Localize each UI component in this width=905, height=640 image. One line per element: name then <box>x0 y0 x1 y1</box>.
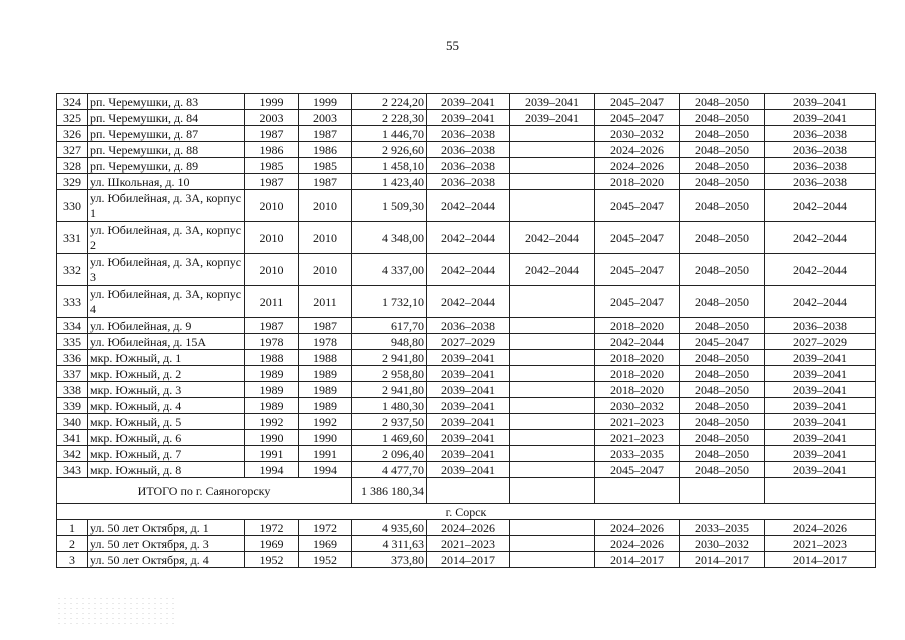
table-row <box>57 446 876 462</box>
cell-period-2: 2039–2041 <box>510 110 595 126</box>
cell-period-2 <box>510 286 595 318</box>
cell-commission-year: 2010 <box>299 254 352 286</box>
cell-period-3: 2045–2047 <box>595 110 680 126</box>
table-row <box>57 430 876 446</box>
cell-address: рп. Черемушки, д. 88 <box>88 142 245 158</box>
cell-period-5: 2039–2041 <box>765 446 876 462</box>
cell-period-4: 2048–2050 <box>680 446 765 462</box>
table-row <box>57 462 876 478</box>
table-body-part-d <box>57 520 876 568</box>
cell-period-2: 2039–2041 <box>510 94 595 110</box>
cell-period-1: 2042–2044 <box>427 222 510 254</box>
cell-period-5: 2039–2041 <box>765 414 876 430</box>
cell-address: рп. Черемушки, д. 89 <box>88 158 245 174</box>
table-row <box>57 552 876 568</box>
table-row <box>57 110 876 126</box>
cell-build-year: 1989 <box>245 366 299 382</box>
cell-commission-year: 1987 <box>299 174 352 190</box>
cell-address: ул. Юбилейная, д. 15А <box>88 334 245 350</box>
cell-period-3: 2018–2020 <box>595 366 680 382</box>
cell-area: 2 228,30 <box>352 110 427 126</box>
cell-commission-year: 1989 <box>299 398 352 414</box>
cell-area: 1 458,10 <box>352 158 427 174</box>
cell-period-5: 2036–2038 <box>765 318 876 334</box>
page-number: 55 <box>446 38 459 53</box>
cell-period-3: 2024–2026 <box>595 536 680 552</box>
cell-row-number: 335 <box>57 334 88 350</box>
cell-period-4: 2048–2050 <box>680 414 765 430</box>
cell-commission-year: 1992 <box>299 414 352 430</box>
total-row <box>57 478 876 504</box>
cell-period-2 <box>510 414 595 430</box>
cell-row-number: 1 <box>57 520 88 536</box>
cell-period-3: 2024–2026 <box>595 520 680 536</box>
table-row <box>57 536 876 552</box>
cell-period-3: 2045–2047 <box>595 286 680 318</box>
cell-area: 2 958,80 <box>352 366 427 382</box>
cell-build-year: 2011 <box>245 286 299 318</box>
cell-period-1: 2021–2023 <box>427 536 510 552</box>
city-header-row <box>57 504 876 520</box>
cell-area: 2 926,60 <box>352 142 427 158</box>
cell-period-3: 2033–2035 <box>595 446 680 462</box>
cell-empty <box>510 478 595 504</box>
cell-commission-year: 1999 <box>299 94 352 110</box>
cell-period-2 <box>510 174 595 190</box>
cell-area: 2 224,20 <box>352 94 427 110</box>
cell-period-3: 2024–2026 <box>595 142 680 158</box>
cell-period-5: 2039–2041 <box>765 398 876 414</box>
cell-period-1: 2042–2044 <box>427 190 510 222</box>
cell-row-number: 339 <box>57 398 88 414</box>
cell-period-4: 2048–2050 <box>680 174 765 190</box>
cell-period-1: 2039–2041 <box>427 94 510 110</box>
cell-address: мкр. Южный, д. 1 <box>88 350 245 366</box>
cell-period-5: 2036–2038 <box>765 126 876 142</box>
cell-period-5: 2042–2044 <box>765 254 876 286</box>
cell-period-4: 2048–2050 <box>680 158 765 174</box>
table-row <box>57 350 876 366</box>
cell-commission-year: 1987 <box>299 318 352 334</box>
cell-area: 373,80 <box>352 552 427 568</box>
cell-period-3: 2045–2047 <box>595 254 680 286</box>
cell-area: 1 446,70 <box>352 126 427 142</box>
cell-period-4: 2048–2050 <box>680 350 765 366</box>
cell-empty <box>680 478 765 504</box>
cell-address: ул. Юбилейная, д. 3А, корпус 1 <box>88 190 245 222</box>
cell-build-year: 1969 <box>245 536 299 552</box>
cell-build-year: 1978 <box>245 334 299 350</box>
cell-period-3: 2045–2047 <box>595 462 680 478</box>
table-row <box>57 414 876 430</box>
table-row <box>57 142 876 158</box>
city-header: г. Сорск <box>57 504 876 520</box>
table-body-part-c <box>57 318 876 478</box>
cell-period-5: 2039–2041 <box>765 462 876 478</box>
cell-empty <box>595 478 680 504</box>
cell-period-1: 2024–2026 <box>427 520 510 536</box>
cell-period-4: 2048–2050 <box>680 398 765 414</box>
cell-period-2 <box>510 318 595 334</box>
cell-period-1: 2039–2041 <box>427 414 510 430</box>
cell-period-4: 2033–2035 <box>680 520 765 536</box>
cell-build-year: 1992 <box>245 414 299 430</box>
cell-empty <box>427 478 510 504</box>
cell-address: мкр. Южный, д. 3 <box>88 382 245 398</box>
cell-period-5: 2039–2041 <box>765 382 876 398</box>
cell-row-number: 324 <box>57 94 88 110</box>
cell-period-5: 2036–2038 <box>765 158 876 174</box>
cell-address: мкр. Южный, д. 2 <box>88 366 245 382</box>
cell-period-2: 2042–2044 <box>510 254 595 286</box>
table-row <box>57 334 876 350</box>
cell-period-4: 2048–2050 <box>680 190 765 222</box>
cell-build-year: 1999 <box>245 94 299 110</box>
table-row <box>57 520 876 536</box>
cell-area: 2 941,80 <box>352 382 427 398</box>
cell-build-year: 1972 <box>245 520 299 536</box>
cell-period-1: 2039–2041 <box>427 366 510 382</box>
cell-commission-year: 1994 <box>299 462 352 478</box>
cell-period-2 <box>510 334 595 350</box>
cell-period-5: 2042–2044 <box>765 286 876 318</box>
table-body-part-a <box>57 94 876 190</box>
cell-period-2 <box>510 446 595 462</box>
cell-build-year: 2010 <box>245 222 299 254</box>
cell-row-number: 341 <box>57 430 88 446</box>
cell-period-4: 2048–2050 <box>680 126 765 142</box>
cell-build-year: 1952 <box>245 552 299 568</box>
cell-period-5: 2039–2041 <box>765 94 876 110</box>
cell-period-4: 2048–2050 <box>680 222 765 254</box>
cell-row-number: 334 <box>57 318 88 334</box>
cell-commission-year: 1986 <box>299 142 352 158</box>
cell-period-1: 2036–2038 <box>427 158 510 174</box>
cell-area: 4 311,63 <box>352 536 427 552</box>
cell-period-5: 2014–2017 <box>765 552 876 568</box>
cell-period-4: 2048–2050 <box>680 286 765 318</box>
cell-commission-year: 1991 <box>299 446 352 462</box>
cell-period-5: 2039–2041 <box>765 430 876 446</box>
cell-period-2: 2042–2044 <box>510 222 595 254</box>
cell-commission-year: 2003 <box>299 110 352 126</box>
cell-period-3: 2030–2032 <box>595 126 680 142</box>
cell-commission-year: 1989 <box>299 366 352 382</box>
cell-period-4: 2045–2047 <box>680 334 765 350</box>
cell-address: мкр. Южный, д. 8 <box>88 462 245 478</box>
cell-commission-year: 1978 <box>299 334 352 350</box>
cell-build-year: 1987 <box>245 174 299 190</box>
cell-period-5: 2027–2029 <box>765 334 876 350</box>
table-row <box>57 366 876 382</box>
cell-period-3: 2030–2032 <box>595 398 680 414</box>
cell-row-number: 337 <box>57 366 88 382</box>
cell-period-2 <box>510 366 595 382</box>
cell-period-4: 2048–2050 <box>680 142 765 158</box>
cell-area: 2 941,80 <box>352 350 427 366</box>
table-row <box>57 382 876 398</box>
cell-build-year: 1987 <box>245 126 299 142</box>
cell-area: 1 469,60 <box>352 430 427 446</box>
cell-address: рп. Черемушки, д. 87 <box>88 126 245 142</box>
scan-artifact <box>56 596 174 626</box>
cell-row-number: 333 <box>57 286 88 318</box>
cell-period-1: 2036–2038 <box>427 126 510 142</box>
table-row <box>57 174 876 190</box>
cell-address: рп. Черемушки, д. 84 <box>88 110 245 126</box>
table-row <box>57 94 876 110</box>
cell-period-4: 2048–2050 <box>680 110 765 126</box>
cell-period-2 <box>510 536 595 552</box>
cell-row-number: 326 <box>57 126 88 142</box>
cell-build-year: 1989 <box>245 398 299 414</box>
cell-row-number: 327 <box>57 142 88 158</box>
cell-address: мкр. Южный, д. 4 <box>88 398 245 414</box>
cell-period-2 <box>510 158 595 174</box>
cell-commission-year: 1990 <box>299 430 352 446</box>
cell-area: 1 480,30 <box>352 398 427 414</box>
cell-commission-year: 2010 <box>299 222 352 254</box>
cell-address: мкр. Южный, д. 5 <box>88 414 245 430</box>
table-row <box>57 254 876 286</box>
housing-registry-table <box>56 93 876 568</box>
cell-area: 617,70 <box>352 318 427 334</box>
cell-period-2 <box>510 520 595 536</box>
cell-area: 1 732,10 <box>352 286 427 318</box>
cell-area: 4 337,00 <box>352 254 427 286</box>
total-area: 1 386 180,34 <box>352 478 427 504</box>
cell-period-2 <box>510 398 595 414</box>
cell-area: 4 348,00 <box>352 222 427 254</box>
cell-period-1: 2036–2038 <box>427 318 510 334</box>
cell-row-number: 340 <box>57 414 88 430</box>
cell-build-year: 1988 <box>245 350 299 366</box>
cell-row-number: 342 <box>57 446 88 462</box>
cell-period-2 <box>510 126 595 142</box>
cell-period-1: 2014–2017 <box>427 552 510 568</box>
cell-period-5: 2036–2038 <box>765 142 876 158</box>
cell-period-1: 2039–2041 <box>427 430 510 446</box>
cell-period-1: 2036–2038 <box>427 174 510 190</box>
cell-period-1: 2042–2044 <box>427 254 510 286</box>
cell-period-1: 2039–2041 <box>427 462 510 478</box>
cell-period-2 <box>510 552 595 568</box>
cell-row-number: 331 <box>57 222 88 254</box>
cell-build-year: 1994 <box>245 462 299 478</box>
cell-period-5: 2039–2041 <box>765 350 876 366</box>
cell-period-2 <box>510 382 595 398</box>
cell-period-3: 2021–2023 <box>595 414 680 430</box>
cell-period-2 <box>510 190 595 222</box>
cell-period-4: 2048–2050 <box>680 462 765 478</box>
table-row <box>57 126 876 142</box>
cell-period-3: 2018–2020 <box>595 382 680 398</box>
cell-build-year: 1991 <box>245 446 299 462</box>
cell-period-3: 2045–2047 <box>595 94 680 110</box>
cell-period-5: 2039–2041 <box>765 110 876 126</box>
cell-row-number: 329 <box>57 174 88 190</box>
cell-commission-year: 2010 <box>299 190 352 222</box>
cell-period-2 <box>510 142 595 158</box>
cell-period-4: 2048–2050 <box>680 366 765 382</box>
cell-build-year: 1985 <box>245 158 299 174</box>
cell-period-4: 2048–2050 <box>680 430 765 446</box>
cell-commission-year: 1985 <box>299 158 352 174</box>
cell-commission-year: 1952 <box>299 552 352 568</box>
table-row <box>57 398 876 414</box>
cell-period-3: 2018–2020 <box>595 174 680 190</box>
cell-row-number: 343 <box>57 462 88 478</box>
cell-area: 1 423,40 <box>352 174 427 190</box>
total-label: ИТОГО по г. Саяногорску <box>57 478 352 504</box>
cell-area: 948,80 <box>352 334 427 350</box>
cell-address: ул. Юбилейная, д. 3А, корпус 2 <box>88 222 245 254</box>
cell-row-number: 338 <box>57 382 88 398</box>
cell-row-number: 330 <box>57 190 88 222</box>
cell-period-4: 2048–2050 <box>680 94 765 110</box>
cell-period-4: 2048–2050 <box>680 254 765 286</box>
cell-period-3: 2018–2020 <box>595 318 680 334</box>
cell-build-year: 2003 <box>245 110 299 126</box>
cell-row-number: 328 <box>57 158 88 174</box>
cell-period-3: 2042–2044 <box>595 334 680 350</box>
cell-empty <box>765 478 876 504</box>
cell-build-year: 1990 <box>245 430 299 446</box>
cell-period-2 <box>510 462 595 478</box>
cell-area: 1 509,30 <box>352 190 427 222</box>
cell-row-number: 2 <box>57 536 88 552</box>
cell-period-5: 2021–2023 <box>765 536 876 552</box>
cell-period-5: 2039–2041 <box>765 366 876 382</box>
table-row <box>57 286 876 318</box>
cell-build-year: 2010 <box>245 190 299 222</box>
cell-row-number: 3 <box>57 552 88 568</box>
cell-address: ул. Юбилейная, д. 9 <box>88 318 245 334</box>
cell-row-number: 325 <box>57 110 88 126</box>
cell-period-1: 2027–2029 <box>427 334 510 350</box>
cell-commission-year: 1969 <box>299 536 352 552</box>
cell-period-2 <box>510 350 595 366</box>
cell-period-1: 2039–2041 <box>427 350 510 366</box>
table-row <box>57 190 876 222</box>
cell-build-year: 1986 <box>245 142 299 158</box>
cell-address: мкр. Южный, д. 6 <box>88 430 245 446</box>
cell-area: 4 935,60 <box>352 520 427 536</box>
cell-build-year: 2010 <box>245 254 299 286</box>
cell-period-1: 2036–2038 <box>427 142 510 158</box>
cell-period-4: 2030–2032 <box>680 536 765 552</box>
cell-commission-year: 1989 <box>299 382 352 398</box>
table-row <box>57 158 876 174</box>
cell-row-number: 336 <box>57 350 88 366</box>
cell-period-3: 2024–2026 <box>595 158 680 174</box>
cell-commission-year: 1987 <box>299 126 352 142</box>
cell-row-number: 332 <box>57 254 88 286</box>
cell-period-5: 2042–2044 <box>765 222 876 254</box>
cell-build-year: 1987 <box>245 318 299 334</box>
cell-period-4: 2048–2050 <box>680 382 765 398</box>
table-row <box>57 318 876 334</box>
total-section <box>57 478 876 520</box>
cell-period-5: 2036–2038 <box>765 174 876 190</box>
cell-address: ул. Юбилейная, д. 3А, корпус 3 <box>88 254 245 286</box>
cell-period-3: 2045–2047 <box>595 222 680 254</box>
cell-area: 2 937,50 <box>352 414 427 430</box>
cell-period-2 <box>510 430 595 446</box>
cell-period-4: 2048–2050 <box>680 318 765 334</box>
cell-period-1: 2039–2041 <box>427 110 510 126</box>
table-row <box>57 222 876 254</box>
cell-period-3: 2045–2047 <box>595 190 680 222</box>
cell-period-5: 2024–2026 <box>765 520 876 536</box>
cell-period-4: 2014–2017 <box>680 552 765 568</box>
cell-build-year: 1989 <box>245 382 299 398</box>
cell-period-3: 2014–2017 <box>595 552 680 568</box>
cell-period-3: 2021–2023 <box>595 430 680 446</box>
cell-period-1: 2039–2041 <box>427 398 510 414</box>
cell-address: рп. Черемушки, д. 83 <box>88 94 245 110</box>
cell-commission-year: 1988 <box>299 350 352 366</box>
cell-address: ул. 50 лет Октября, д. 3 <box>88 536 245 552</box>
cell-period-1: 2039–2041 <box>427 382 510 398</box>
cell-period-1: 2042–2044 <box>427 286 510 318</box>
cell-area: 4 477,70 <box>352 462 427 478</box>
cell-address: мкр. Южный, д. 7 <box>88 446 245 462</box>
cell-address: ул. 50 лет Октября, д. 1 <box>88 520 245 536</box>
cell-address: ул. 50 лет Октября, д. 4 <box>88 552 245 568</box>
cell-period-3: 2018–2020 <box>595 350 680 366</box>
cell-commission-year: 1972 <box>299 520 352 536</box>
cell-address: ул. Школьная, д. 10 <box>88 174 245 190</box>
cell-area: 2 096,40 <box>352 446 427 462</box>
cell-period-5: 2042–2044 <box>765 190 876 222</box>
cell-commission-year: 2011 <box>299 286 352 318</box>
table-body-part-b <box>57 190 876 318</box>
cell-period-1: 2039–2041 <box>427 446 510 462</box>
cell-address: ул. Юбилейная, д. 3А, корпус 4 <box>88 286 245 318</box>
